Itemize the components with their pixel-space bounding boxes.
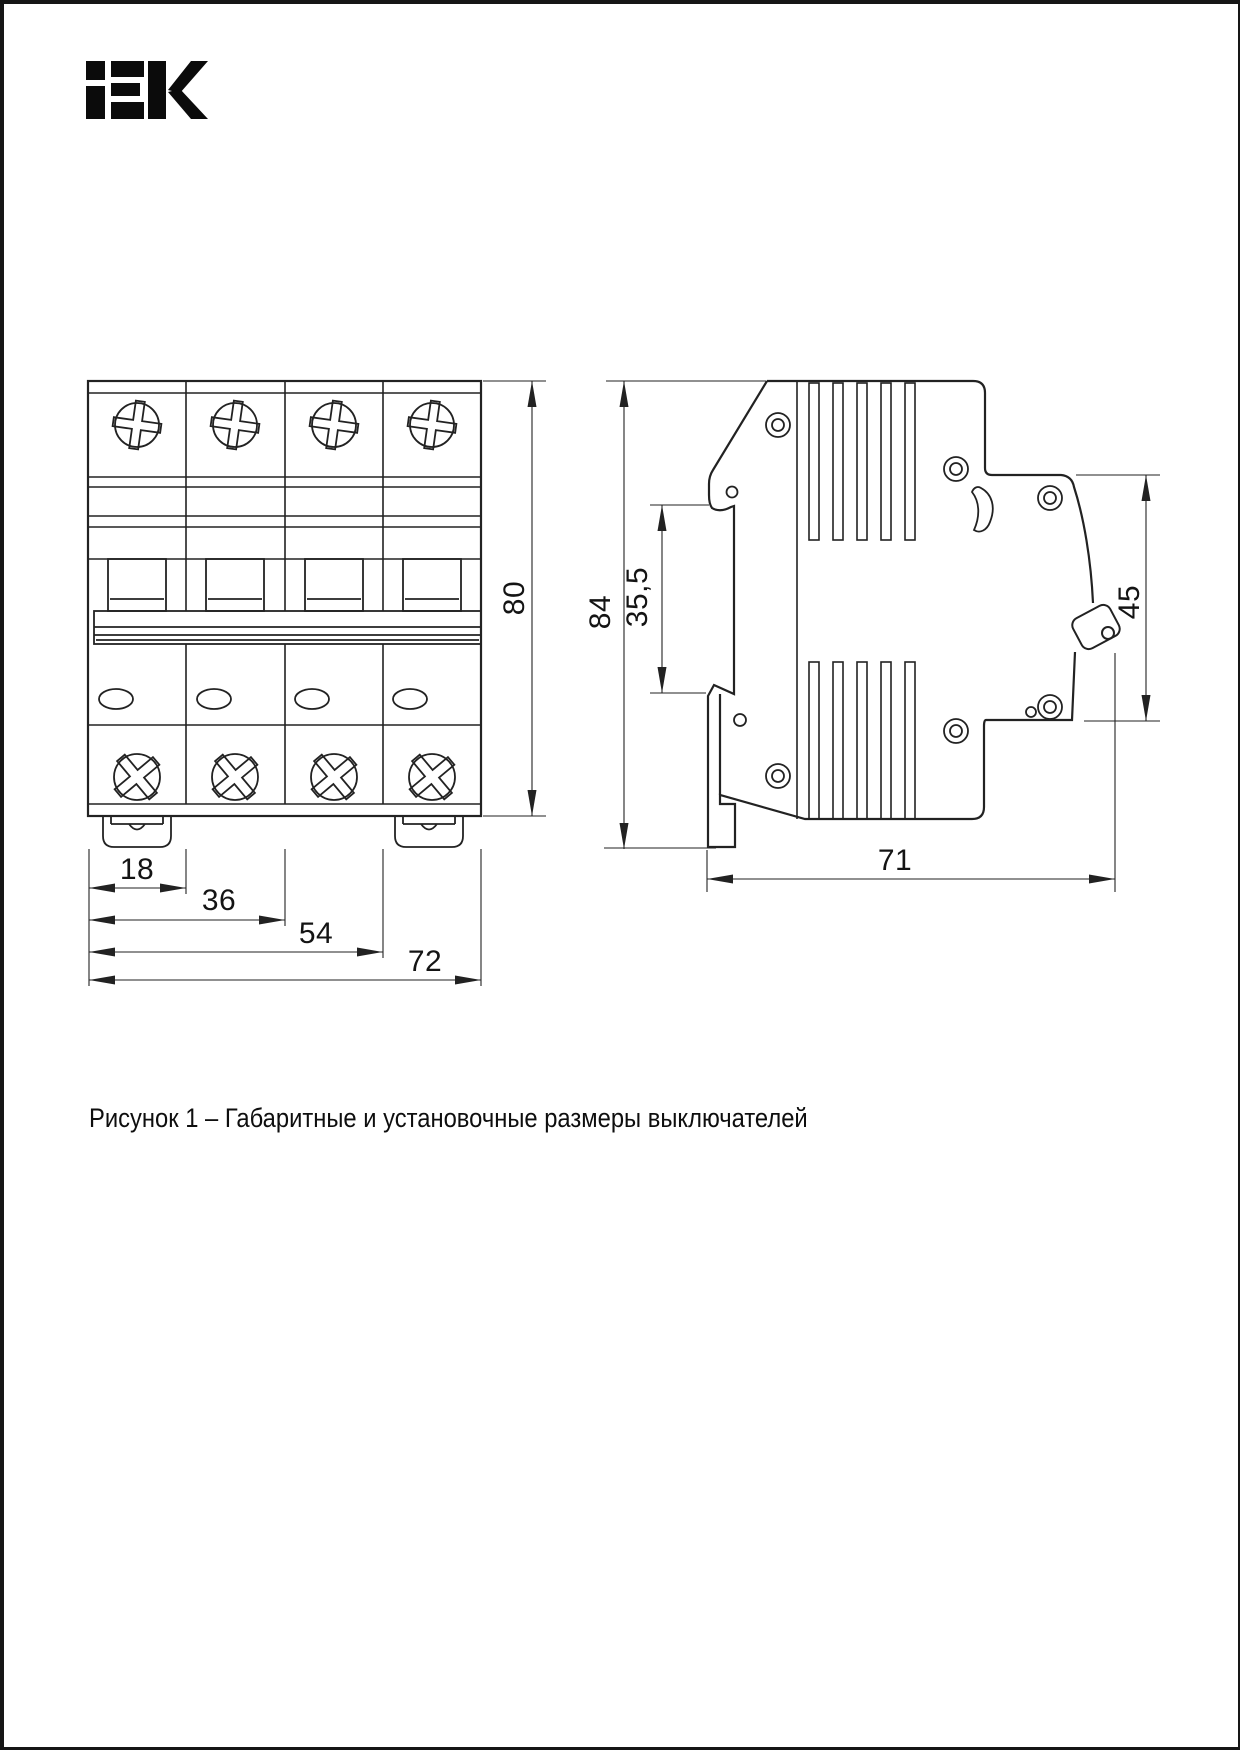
side-dimension-arrows [620, 381, 1151, 884]
dim-label-45: 45 [1113, 584, 1146, 620]
dim-label-71: 71 [877, 844, 913, 877]
technical-drawing [4, 4, 1240, 1750]
kidney-slot [972, 487, 993, 532]
dim-label-36: 36 [201, 884, 237, 917]
dim-label-84: 84 [584, 594, 617, 630]
front-view-drawing [88, 381, 546, 986]
dim-label-35-5: 35,5 [621, 566, 654, 628]
dim-label-18: 18 [119, 853, 155, 886]
front-dimension-arrows [89, 381, 537, 985]
dim-label-54: 54 [298, 917, 334, 950]
indicator-windows [99, 689, 427, 709]
handle-crossbar [94, 611, 481, 644]
figure-caption-text: Рисунок 1 – Габаритные и установочные размеры выключателей [89, 1103, 808, 1133]
dim-label-80: 80 [498, 580, 531, 616]
din-clip-front [103, 816, 463, 847]
dim-label-72: 72 [407, 945, 443, 978]
figure-caption [89, 1103, 906, 1134]
rivet-icons [727, 413, 1063, 788]
front-dimension-lines [89, 381, 546, 986]
side-view-drawing [604, 381, 1160, 892]
